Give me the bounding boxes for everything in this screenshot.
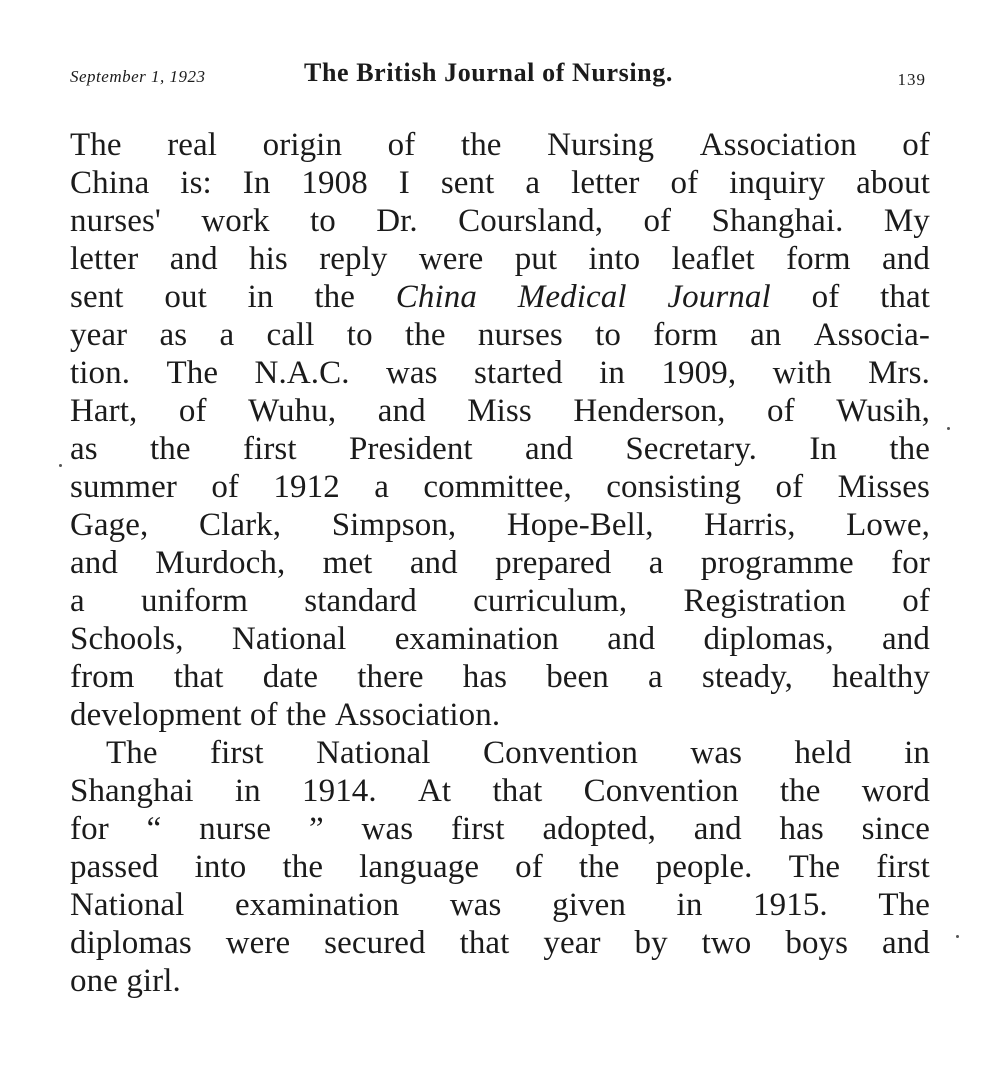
word: curriculum,: [473, 583, 628, 619]
word: call: [266, 317, 315, 353]
word: that: [492, 773, 543, 809]
word: standard: [304, 583, 417, 619]
text-line: [70, 468, 930, 506]
word: National: [316, 735, 431, 771]
word: the: [779, 773, 821, 809]
word: The: [166, 355, 219, 391]
word: and: [882, 241, 930, 277]
word: Journal: [667, 279, 771, 315]
word: nurses: [477, 317, 563, 353]
word: Convention: [583, 773, 739, 809]
text-line: [70, 886, 930, 924]
text-line: [70, 962, 930, 1000]
word: real: [167, 127, 218, 163]
word: ”: [308, 811, 324, 847]
word: development: [70, 697, 242, 733]
text-line: [70, 126, 930, 164]
word: in: [247, 279, 274, 315]
word: Hope-Bell,: [506, 507, 654, 543]
word: sent: [70, 279, 124, 315]
word: the: [460, 127, 502, 163]
word: The: [70, 127, 122, 163]
word: examination: [394, 621, 559, 657]
word: Henderson,: [573, 393, 726, 429]
word: first: [210, 735, 264, 771]
word: of: [775, 469, 804, 505]
word: Misses: [837, 469, 930, 505]
word: of: [767, 393, 795, 429]
word: I: [398, 165, 410, 201]
text-line: [70, 278, 930, 316]
word: into: [588, 241, 641, 277]
word: the: [285, 697, 327, 733]
word: put: [514, 241, 558, 277]
word: 1908: [301, 165, 368, 201]
word: has: [462, 659, 508, 695]
word: tion.: [70, 355, 131, 391]
word: with: [772, 355, 832, 391]
text-line: [70, 202, 930, 240]
word: adopted,: [542, 811, 656, 847]
text-line: [70, 506, 930, 544]
text-line: [70, 848, 930, 886]
word: of: [670, 165, 699, 201]
word: diplomas,: [703, 621, 834, 657]
text-line: [70, 696, 930, 734]
word: his: [249, 241, 288, 277]
word: “: [146, 811, 162, 847]
word: was: [361, 811, 414, 847]
word: Association: [699, 127, 857, 163]
word: summer: [70, 469, 177, 505]
word: in: [676, 887, 703, 923]
word: first: [242, 431, 297, 467]
page-header: [70, 60, 930, 100]
word: given: [552, 887, 626, 923]
text-line: [70, 164, 930, 202]
text-line: [70, 316, 930, 354]
word: in: [234, 773, 261, 809]
word: an: [750, 317, 782, 353]
word: Wusih,: [836, 393, 930, 429]
word: sent: [440, 165, 495, 201]
word: about: [856, 165, 930, 201]
word: as: [70, 431, 98, 467]
word: Murdoch,: [155, 545, 286, 581]
word: Simpson,: [331, 507, 457, 543]
word: and: [169, 241, 218, 277]
word: healthy: [832, 659, 930, 695]
text-line: [70, 430, 930, 468]
word: of: [178, 393, 207, 429]
word: Shanghai.: [711, 203, 844, 239]
word: held: [794, 735, 852, 771]
word: My: [883, 203, 930, 239]
word: 1915.: [753, 887, 828, 923]
text-line: [70, 582, 930, 620]
word: were: [225, 925, 291, 961]
word: for: [70, 811, 109, 847]
word: Dr.: [376, 203, 418, 239]
word: of: [902, 127, 930, 163]
word: is:: [180, 165, 212, 201]
word: Coursland,: [458, 203, 604, 239]
word: committee,: [423, 469, 572, 505]
page-number: 139: [897, 70, 926, 89]
word: into: [194, 849, 247, 885]
word: year: [543, 925, 601, 961]
word: word: [861, 773, 930, 809]
word: and: [409, 545, 458, 581]
word: origin: [262, 127, 343, 163]
word: uniform: [141, 583, 249, 619]
print-speck: [59, 464, 62, 467]
word: date: [262, 659, 319, 695]
word: the: [282, 849, 324, 885]
word: President: [348, 431, 473, 467]
word: examination: [235, 887, 400, 923]
word: out: [164, 279, 207, 315]
text-line: [70, 544, 930, 582]
word: first: [876, 849, 930, 885]
word: that: [173, 659, 224, 695]
word: Secretary.: [625, 431, 758, 467]
text-line: [70, 810, 930, 848]
word: a: [525, 165, 541, 201]
word: National: [70, 887, 185, 923]
word: of: [387, 127, 416, 163]
word: from: [70, 659, 135, 695]
text-line: [70, 392, 930, 430]
word: programme: [700, 545, 854, 581]
word: consisting: [606, 469, 742, 505]
word: Schools,: [70, 621, 184, 657]
word: Medical: [517, 279, 627, 315]
text-line: [70, 924, 930, 962]
word: nurse: [199, 811, 272, 847]
word: leaflet: [671, 241, 755, 277]
word: and: [525, 431, 573, 467]
word: form: [786, 241, 851, 277]
word: Nursing: [547, 127, 655, 163]
word: to: [309, 203, 336, 239]
word: a: [648, 659, 663, 695]
word: to: [595, 317, 621, 353]
word: Associa-: [813, 317, 930, 353]
word: steady,: [701, 659, 794, 695]
word: of: [211, 469, 240, 505]
word: the: [578, 849, 620, 885]
word: letter: [571, 165, 640, 201]
word: and: [607, 621, 656, 657]
word: Harris,: [704, 507, 796, 543]
word: has: [779, 811, 824, 847]
word: in: [904, 735, 930, 771]
word: China: [70, 165, 150, 201]
word: Association.: [334, 697, 501, 733]
journal-title: The British Journal of Nursing.: [304, 58, 673, 87]
word: that: [880, 279, 930, 315]
word: and: [882, 925, 930, 961]
word: a: [374, 469, 389, 505]
word: Registration: [683, 583, 847, 619]
word: for: [891, 545, 930, 581]
word: letter: [70, 241, 139, 277]
word: started: [474, 355, 563, 391]
word: in: [599, 355, 626, 391]
word: Mrs.: [868, 355, 930, 391]
issue-date: September 1, 1923: [70, 67, 206, 86]
text-line: [70, 772, 930, 810]
word: of: [902, 583, 930, 619]
word: In: [809, 431, 838, 467]
word: prepared: [495, 545, 612, 581]
word: In: [242, 165, 271, 201]
word: people.: [655, 849, 753, 885]
word: National: [231, 621, 347, 657]
word: the: [889, 431, 930, 467]
word: one: [70, 963, 118, 999]
word: N.A.C.: [254, 355, 350, 391]
word: to: [346, 317, 373, 353]
text-line: [70, 620, 930, 658]
word: 1909,: [661, 355, 737, 391]
print-speck: [947, 427, 950, 430]
word: year: [70, 317, 128, 353]
word: boys: [785, 925, 849, 961]
word: was: [449, 887, 502, 923]
article-body: [70, 126, 930, 1000]
word: Wuhu,: [248, 393, 337, 429]
word: there: [357, 659, 424, 695]
word: been: [546, 659, 609, 695]
text-line: [70, 734, 930, 772]
word: Gage,: [70, 507, 149, 543]
word: At: [418, 773, 452, 809]
word: The: [788, 849, 841, 885]
word: China: [395, 279, 477, 315]
word: Convention: [482, 735, 638, 771]
word: first: [450, 811, 505, 847]
word: the: [314, 279, 355, 315]
word: Lowe,: [846, 507, 930, 543]
word: inquiry: [729, 165, 826, 201]
word: The: [878, 887, 930, 923]
word: a: [648, 545, 664, 581]
word: and: [693, 811, 742, 847]
word: was: [690, 735, 743, 771]
word: as: [159, 317, 188, 353]
word: girl.: [126, 963, 181, 999]
word: secured: [324, 925, 426, 961]
word: The: [106, 735, 158, 771]
word: Clark,: [198, 507, 282, 543]
word: 1912: [273, 469, 340, 505]
word: passed: [70, 849, 159, 885]
word: were: [418, 241, 484, 277]
word: language: [359, 849, 480, 885]
word: 1914.: [302, 773, 377, 809]
word: since: [861, 811, 930, 847]
word: a: [70, 583, 85, 619]
word: of: [515, 849, 543, 885]
word: and: [882, 621, 930, 657]
text-line: [70, 240, 930, 278]
word: that: [459, 925, 510, 961]
word: was: [386, 355, 438, 391]
word: of: [643, 203, 672, 239]
word: the: [404, 317, 446, 353]
word: Shanghai: [70, 773, 194, 809]
word: two: [701, 925, 752, 961]
word: and: [70, 545, 118, 581]
word: Hart,: [70, 393, 138, 429]
text-line: [70, 354, 930, 392]
word: reply: [319, 241, 388, 277]
text-line: [70, 658, 930, 696]
word: diplomas: [70, 925, 192, 961]
print-speck: [956, 935, 959, 938]
word: a: [219, 317, 235, 353]
word: of: [249, 697, 278, 733]
word: and: [377, 393, 426, 429]
word: nurses': [70, 203, 161, 239]
word: Miss: [467, 393, 532, 429]
word: work: [201, 203, 270, 239]
word: met: [322, 545, 373, 581]
word: form: [653, 317, 718, 353]
word: the: [150, 431, 191, 467]
word: by: [634, 925, 668, 961]
word: of: [811, 279, 840, 315]
